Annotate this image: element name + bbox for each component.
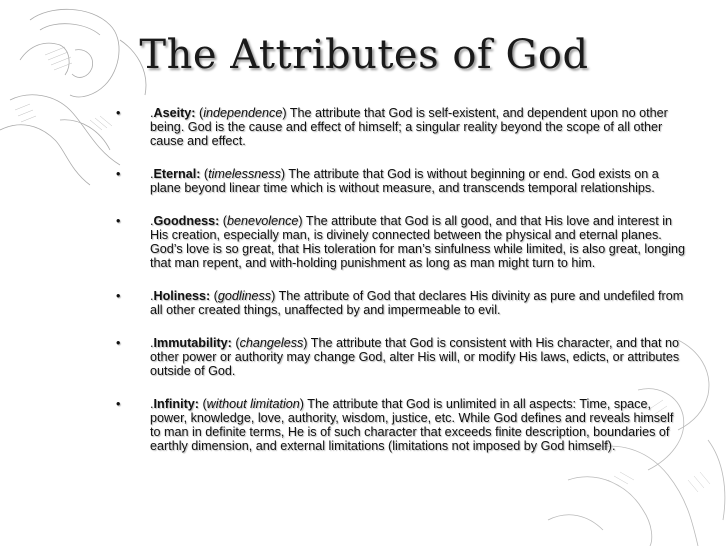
attribute-term: Goodness: <box>153 214 220 228</box>
list-item: • .Goodness: (benevolence) The attribute that God is all good, and that His love and interest in His creation, especially man, is divinely connected between the physical and eternal planes. God’s love is so great, that His toleration for man’s sinfulness while limited, is also great, longing that man repent, and with-holding punishment as long as man might turn to him. <box>116 214 686 270</box>
item-prefix: . <box>150 214 154 228</box>
item-prefix: . <box>150 167 154 181</box>
attribute-description: The attribute that God is without beginning or end. God exists on a plane beyond linear time which is without measure, and transcends temporal relationships. <box>150 167 659 195</box>
attribute-synonym: without limitation <box>206 397 300 411</box>
attribute-term: Infinity: <box>153 397 199 411</box>
attribute-term: Eternal: <box>153 167 201 181</box>
attribute-term: Holiness: <box>153 289 211 303</box>
list-item: • .Eternal: (timelessness) The attribute that God is without beginning or end. God exists on a plane beyond linear time which is without measure, and transcends temporal relationships. <box>116 167 659 195</box>
attribute-synonym: changeless <box>239 336 304 350</box>
bullet-icon: • <box>116 397 121 411</box>
attributes-list <box>116 106 686 472</box>
list-item: • .Aseity: (independence) The attribute that God is self-existent, and dependent upon no other being. God is the cause and effect of himself; a singular reality beyond the scope of all other cause and effect. <box>116 106 668 148</box>
bullet-icon: • <box>116 336 121 350</box>
attribute-description: The attribute that God is all good, and that His love and interest in His creation, especially man, is divinely connected between the physical and eternal planes. God’s love is so great, that His toleration for man’s sinfulness while limited, is also great, longing that man repent, and with-holding punishment as long as man might turn to him. <box>150 214 686 270</box>
item-prefix: . <box>150 336 154 350</box>
item-prefix: . <box>150 289 154 303</box>
bullet-icon: • <box>116 106 121 120</box>
list-item: • .Holiness: (godliness) The attribute of God that declares His divinity as pure and undefiled from all other created things, unaffected by and impermeable to evil. <box>116 289 684 317</box>
list-item: • .Infinity: (without limitation) The attribute that God is unlimited in all aspects: Time, space, power, knowledge, love, authority, wisdom, justice, etc. While God defines and reveals himself to man in definite terms, He is of such character that exceeds finite description, boundaries of earthly dimension, and external limitations (limitations not imposed by God himself). <box>116 397 674 453</box>
attribute-term: Immutability: <box>153 336 232 350</box>
attribute-description: The attribute that God is self-existent, and dependent upon no other being. God is the cause and effect of himself; a singular reality beyond the scope of all other cause and effect. <box>150 106 668 148</box>
attribute-description: The attribute that God is consistent with His character, and that no other power or authority may change God, alter His will, or modify His laws, edicts, or attributes outside of God. <box>150 336 680 378</box>
attribute-synonym: independence <box>203 106 283 120</box>
item-prefix: . <box>150 397 154 411</box>
attribute-term: Aseity: <box>153 106 196 120</box>
attribute-synonym: timelessness <box>208 167 281 181</box>
attribute-synonym: benevolence <box>226 214 299 228</box>
attribute-description: The attribute that God is unlimited in all aspects: Time, space, power, knowledge, love, authority, wisdom, justice, etc. While God defines and reveals himself to man in definite terms, He is of such character that exceeds finite description, boundaries of earthly dimension, and external limitations (limitations not imposed by God himself). <box>150 397 674 453</box>
attribute-description: The attribute of God that declares His divinity as pure and undefiled from all other created things, unaffected by and impermeable to evil. <box>150 289 684 317</box>
bullet-icon: • <box>116 289 121 303</box>
bullet-icon: • <box>116 167 121 181</box>
item-prefix: . <box>150 106 154 120</box>
bullet-icon: • <box>116 214 121 228</box>
slide-title: The Attributes of God <box>139 32 589 78</box>
attribute-synonym: godliness <box>217 289 272 303</box>
list-item: • .Immutability: (changeless) The attribute that God is consistent with His character, and that no other power or authority may change God, alter His will, or modify His laws, edicts, or attributes outside of God. <box>116 336 680 378</box>
